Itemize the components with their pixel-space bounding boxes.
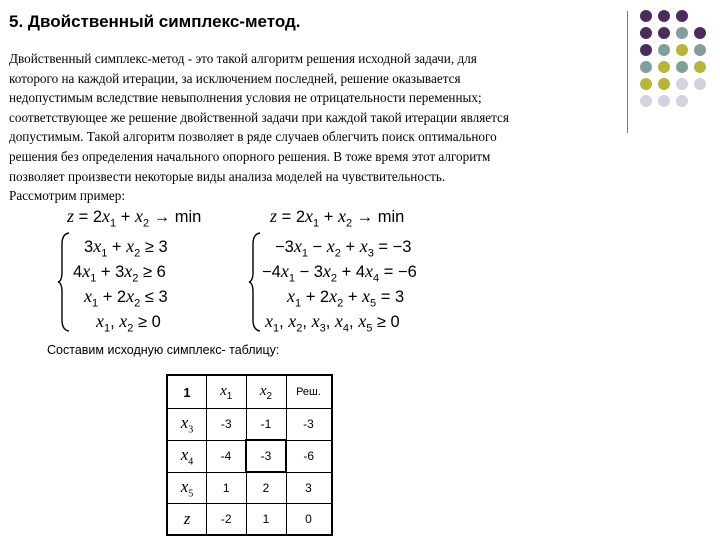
table-cell: 1: [207, 472, 247, 504]
table-cell: -6: [286, 440, 332, 472]
decor-dot: [640, 95, 652, 107]
row-label: $x_4$: [167, 440, 207, 472]
table-header-cell: $x_2$: [246, 375, 286, 409]
decor-dot: [658, 61, 670, 73]
primal-constraint: $x_1 + 2x_2 \le 3$: [84, 286, 168, 310]
canonical-objective: $z = 2x_1 + x_2 \to \min$: [270, 206, 405, 230]
decor-dot: [694, 61, 706, 73]
canonical-constraint: $-4x_1 - 3x_2 + 4x_4 = -6$: [262, 261, 417, 285]
decor-dot: [658, 78, 670, 90]
decor-dot: [676, 10, 688, 22]
divider-line: [627, 11, 628, 133]
primal-constraint: $3x_1 + x_2 \ge 3$: [84, 236, 168, 260]
table-cell: -2: [207, 504, 247, 536]
table-cell: -3: [286, 409, 332, 441]
row-label: z: [167, 504, 207, 536]
left-brace-icon: [57, 232, 71, 332]
decor-dot: [640, 44, 652, 56]
decor-dot: [676, 44, 688, 56]
canonical-nonnegativity: $x_1$, $x_2$, $x_3$, $x_4$, $x_5 \ge 0$: [265, 311, 400, 335]
decor-dot: [694, 44, 706, 56]
decor-dot: [694, 27, 706, 39]
page-title: 5. Двойственный симплекс-метод.: [9, 12, 301, 31]
table-row: [167, 440, 332, 472]
table-cell: -4: [207, 440, 247, 472]
decor-dot: [676, 95, 688, 107]
decor-dot: [676, 27, 688, 39]
paragraph-line: соответствующее же решение двойственной задачи при каждой такой итерации является: [9, 109, 509, 125]
table-header-cell: 1: [167, 375, 207, 409]
paragraph-line: допустимым. Такой алгоритм позволяет в ряде случаев облегчить поиск оптимального: [9, 129, 497, 145]
decor-dot: [658, 44, 670, 56]
decor-dot: [640, 10, 652, 22]
decor-dot: [676, 61, 688, 73]
table-row: [167, 472, 332, 504]
paragraph-line: позволяет произвести некоторые виды анализа моделей на чувствительность.: [9, 168, 446, 184]
primal-objective: $z = 2x_1 + x_2 \to \min$: [67, 206, 202, 230]
intro-paragraph: [9, 49, 609, 206]
decor-dot: [640, 78, 652, 90]
paragraph-line: недопустимым вследствие невыполнения условия не отрицательности переменных;: [9, 90, 482, 106]
paragraph-line: Рассмотрим пример:: [9, 188, 126, 204]
paragraph-line: Двойственный симплекс-метод - это такой алгоритм решения исходной задачи, для: [9, 51, 477, 66]
table-cell: 3: [286, 472, 332, 504]
table-header-cell: $x_1$: [207, 375, 247, 409]
table-cell: -1: [246, 409, 286, 441]
decor-dot: [694, 78, 706, 90]
decor-dot: [676, 78, 688, 90]
table-header-cell: Реш.: [286, 375, 332, 409]
decor-dot: [640, 61, 652, 73]
table-cell: 0: [286, 504, 332, 536]
table-cell: 2: [246, 472, 286, 504]
row-label: $x_5$: [167, 472, 207, 504]
table-header-row: [167, 375, 332, 409]
decor-dot: [658, 10, 670, 22]
decor-dot: [640, 27, 652, 39]
canonical-constraint: $-3x_1 - x_2 + x_3 = -3$: [275, 236, 412, 260]
pivot-cell: -3: [246, 440, 286, 472]
primal-constraint: $4x_1 + 3x_2 \ge 6$: [73, 261, 166, 285]
simplex-table: [166, 374, 333, 536]
decorative-dot-grid: [640, 10, 712, 114]
left-brace-icon: [248, 232, 262, 332]
primal-nonnegativity: $x_1$, $x_2 \ge 0$: [96, 311, 161, 335]
decor-dot: [658, 95, 670, 107]
paragraph-line: которого на каждой итерации, за исключением последней, решение оказывается: [9, 70, 461, 86]
table-row: [167, 409, 332, 441]
decor-dot: [658, 27, 670, 39]
canonical-constraint: $x_1 + 2x_2 + x_5 = 3$: [287, 286, 405, 310]
row-label: $x_3$: [167, 409, 207, 441]
table-cell: -3: [207, 409, 247, 441]
table-caption: Составим исходную симплекс- таблицу:: [47, 343, 280, 357]
paragraph-line: решения без определения начального опорного решения. В тоже время этот алгоритм: [9, 148, 491, 164]
table-cell: 1: [246, 504, 286, 536]
table-row: [167, 504, 332, 536]
